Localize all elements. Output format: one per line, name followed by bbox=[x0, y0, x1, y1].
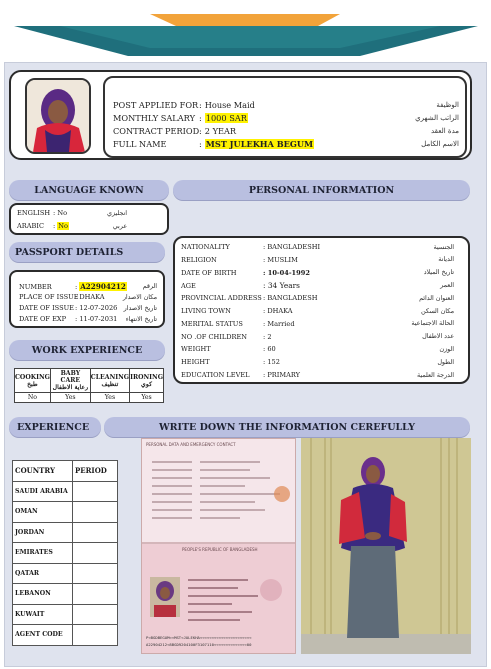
country-period-cell bbox=[73, 563, 118, 584]
name-colon: : bbox=[199, 139, 202, 149]
personal-row-value: : Married bbox=[263, 319, 295, 328]
work-header-cooking: COOKING طبخ bbox=[15, 369, 51, 393]
personal-row bbox=[181, 256, 468, 264]
date-of-issue-label: DATE OF ISSUE bbox=[19, 304, 74, 312]
personal-row bbox=[181, 243, 468, 251]
banner-orange-stripe bbox=[150, 14, 340, 26]
applicant-photo bbox=[25, 78, 91, 154]
personal-row-label: RELIGION bbox=[181, 255, 217, 264]
applicant-photo-graphic bbox=[27, 80, 89, 152]
country-row bbox=[13, 584, 118, 605]
personal-row bbox=[181, 294, 468, 302]
contract-row bbox=[113, 126, 465, 136]
personal-row bbox=[181, 269, 468, 277]
country-name: LEBANON bbox=[13, 584, 73, 605]
country-row bbox=[13, 481, 118, 502]
arabic-row bbox=[17, 222, 167, 230]
passport-title: PASSPORT DETAILS bbox=[9, 242, 165, 262]
applicant-summary-box bbox=[9, 70, 472, 160]
personal-row-arabic: الديانة bbox=[438, 256, 454, 264]
personal-row-value: : 10-04-1992 bbox=[263, 268, 310, 277]
date-of-exp-row bbox=[19, 315, 163, 323]
work-value-cleaning: Yes bbox=[90, 393, 129, 403]
date-of-issue-row bbox=[19, 304, 163, 312]
date-of-exp-value: : 11-07-2031 bbox=[75, 315, 118, 323]
full-body-photo bbox=[301, 438, 471, 654]
salary-label: MONTHLY SALARY bbox=[113, 113, 195, 123]
salary-arabic: الراتب الشهري bbox=[415, 114, 459, 122]
date-of-exp-arabic: تاريخ الانتهاء bbox=[125, 315, 157, 323]
personal-row-value: : DHAKA bbox=[263, 307, 293, 315]
country-rows bbox=[13, 481, 118, 645]
language-title: LANGUAGE KNOWN bbox=[9, 180, 169, 200]
name-arabic: الاسم الكامل bbox=[421, 140, 459, 148]
personal-row-value: : BANGLADESHI bbox=[263, 243, 321, 251]
work-title: WORK EXPERIENCE bbox=[9, 340, 165, 360]
country-row bbox=[13, 625, 118, 646]
country-period-cell bbox=[73, 625, 118, 646]
post-colon: : bbox=[199, 100, 202, 110]
salary-value: 1000 SAR bbox=[205, 113, 247, 123]
passport-box bbox=[9, 270, 165, 328]
country-period-cell bbox=[73, 543, 118, 564]
country-name: OMAN bbox=[13, 502, 73, 523]
country-name: EMIRATES bbox=[13, 543, 73, 564]
personal-row-arabic: الدرجة العلمية bbox=[417, 371, 454, 379]
personal-row-label: LIVING TOWN bbox=[181, 307, 231, 315]
passport-number-colon: : bbox=[75, 282, 78, 291]
personal-row-arabic: الجنسية bbox=[433, 243, 454, 251]
personal-row-value: : MUSLIM bbox=[263, 255, 298, 264]
personal-row bbox=[181, 281, 468, 290]
personal-row-arabic: عدد الاطفال bbox=[422, 333, 454, 341]
country-name: AGENT CODE bbox=[13, 625, 73, 646]
passport-number-arabic: الرقم bbox=[142, 283, 157, 290]
post-label: POST APPLIED FOR bbox=[113, 100, 199, 110]
english-row bbox=[17, 209, 167, 217]
personal-row-arabic: العمر bbox=[440, 282, 454, 290]
personal-info-box bbox=[173, 236, 470, 384]
passport-mrz-line-2: A22904212<8BGD9204100F3107110<<<<<<<<<<<<<<00 bbox=[146, 642, 252, 647]
personal-row-label: AGE bbox=[181, 281, 196, 290]
personal-row-value: : 2 bbox=[263, 332, 272, 341]
work-value-ironing: Yes bbox=[130, 393, 164, 403]
arabic-arabic: عربي bbox=[112, 222, 127, 230]
personal-row-arabic: تاريخ الميلاد bbox=[423, 269, 454, 277]
salary-row bbox=[113, 113, 465, 123]
personal-row-label: HEIGHT bbox=[181, 358, 210, 367]
country-period-cell bbox=[73, 584, 118, 605]
personal-row-value: : 34 Years bbox=[263, 281, 300, 291]
personal-row bbox=[181, 320, 468, 328]
country-period-cell bbox=[73, 522, 118, 543]
header-banner bbox=[0, 0, 491, 62]
period-col-header: PERIOD bbox=[73, 461, 118, 482]
personal-row bbox=[181, 358, 468, 366]
work-header-ironing: IRONING كوي bbox=[130, 369, 164, 393]
personal-row-arabic: العنوان الدائم bbox=[419, 294, 454, 302]
work-header-cleaning: CLEANING تنظيف bbox=[90, 369, 129, 393]
personal-row-value: : BANGLADESH bbox=[263, 294, 318, 303]
country-row bbox=[13, 543, 118, 564]
country-name: SAUDI ARABIA bbox=[13, 481, 73, 502]
country-col-header: COUNTRY bbox=[13, 461, 73, 482]
personal-row-arabic: الحالة الاجتماعية bbox=[411, 320, 454, 328]
personal-row-label: NATIONALITY bbox=[181, 243, 230, 251]
experience-title: EXPERIENCE bbox=[9, 417, 101, 437]
country-table bbox=[12, 460, 118, 646]
contract-colon: : bbox=[199, 126, 202, 136]
name-row bbox=[113, 139, 465, 149]
arabic-value: No bbox=[58, 222, 68, 230]
personal-row-label: WEIGHT bbox=[181, 345, 211, 354]
personal-row bbox=[181, 307, 468, 315]
place-of-issue-label: PLACE OF ISSUE bbox=[19, 293, 79, 301]
passport-scan-bottom-caption: PEOPLE'S REPUBLIC OF BANGLADESH bbox=[182, 547, 258, 552]
personal-row-label: NO .OF CHILDREN bbox=[181, 332, 248, 341]
full-body-photo-graphic bbox=[301, 438, 471, 654]
work-value-baby-care: Yes bbox=[50, 393, 90, 403]
post-arabic: الوظيفة bbox=[436, 101, 459, 109]
country-period-cell bbox=[73, 481, 118, 502]
personal-title: PERSONAL INFORMATION bbox=[173, 180, 470, 200]
arabic-label: ARABIC bbox=[17, 222, 44, 230]
post-value: House Maid bbox=[204, 100, 255, 110]
country-header-row bbox=[13, 461, 118, 482]
passport-number-row bbox=[19, 282, 163, 291]
job-info-panel bbox=[103, 76, 467, 158]
country-row bbox=[13, 502, 118, 523]
country-period-cell bbox=[73, 604, 118, 625]
work-value-row bbox=[15, 393, 164, 403]
work-header-baby-care: BABY CARE رعاية الاطفال bbox=[50, 369, 90, 393]
personal-row-value: : 60 bbox=[263, 345, 276, 354]
work-experience-table bbox=[14, 368, 164, 403]
country-name: QATAR bbox=[13, 563, 73, 584]
post-row bbox=[113, 100, 465, 110]
english-value: : No bbox=[53, 209, 68, 217]
banner-graphic bbox=[0, 0, 491, 62]
country-row bbox=[13, 522, 118, 543]
personal-row-arabic: الطول bbox=[437, 358, 454, 366]
english-arabic: انجليزي bbox=[107, 209, 127, 217]
personal-row-value: : 152 bbox=[263, 358, 280, 367]
date-of-issue-value: : 12-07-2026 bbox=[75, 304, 118, 312]
country-name: KUWAIT bbox=[13, 604, 73, 625]
personal-row bbox=[181, 345, 468, 353]
place-of-issue-value: : DHAKA bbox=[75, 293, 105, 301]
personal-row-label: MERITAL STATUS bbox=[181, 319, 243, 328]
personal-row bbox=[181, 333, 468, 341]
country-period-cell bbox=[73, 502, 118, 523]
passport-scan-top-caption: PERSONAL DATA AND EMERGENCY CONTACT bbox=[146, 442, 236, 447]
personal-row-label: EDUCATION LEVEL bbox=[181, 371, 250, 379]
name-label: FULL NAME bbox=[113, 139, 167, 149]
date-of-issue-arabic: تاريخ الاصدار bbox=[123, 304, 157, 312]
personal-row bbox=[181, 371, 468, 379]
salary-colon: : bbox=[199, 113, 202, 123]
arabic-colon: : bbox=[53, 222, 56, 230]
passport-mrz-line-1: P<BGDBEGUM<<MST<JULEKHA<<<<<<<<<<<<<<<<<<<<<< bbox=[146, 635, 252, 640]
country-row bbox=[13, 604, 118, 625]
personal-row-label: DATE OF BIRTH bbox=[181, 268, 237, 277]
contract-arabic: مدة العقد bbox=[431, 127, 459, 135]
work-value-cooking: No bbox=[15, 393, 51, 403]
personal-row-label: PROVINCIAL ADDRESS bbox=[181, 294, 262, 303]
name-value: MST JULEKHA BEGUM bbox=[205, 139, 314, 149]
language-box bbox=[9, 203, 169, 235]
personal-row-value: : PRIMARY bbox=[263, 371, 300, 379]
passport-number-value: A22904212 bbox=[80, 282, 126, 291]
place-of-issue-row bbox=[19, 293, 163, 301]
work-header-row bbox=[15, 369, 164, 393]
country-row bbox=[13, 563, 118, 584]
date-of-exp-label: DATE OF EXP bbox=[19, 315, 67, 323]
info-title: WRITE DOWN THE INFORMATION CEREFULLY bbox=[104, 417, 470, 437]
passport-number-label: NUMBER bbox=[19, 282, 52, 291]
personal-row-arabic: الوزن bbox=[439, 345, 454, 353]
country-name: JORDAN bbox=[13, 522, 73, 543]
contract-label: CONTRACT PERIOD bbox=[113, 126, 200, 136]
english-label: ENGLISH bbox=[17, 209, 51, 217]
passport-scan bbox=[141, 438, 296, 654]
personal-row-arabic: مكان السكن bbox=[421, 307, 454, 315]
contract-value: 2 YEAR bbox=[204, 126, 237, 136]
place-of-issue-arabic: مكان الاصدار bbox=[122, 293, 157, 301]
